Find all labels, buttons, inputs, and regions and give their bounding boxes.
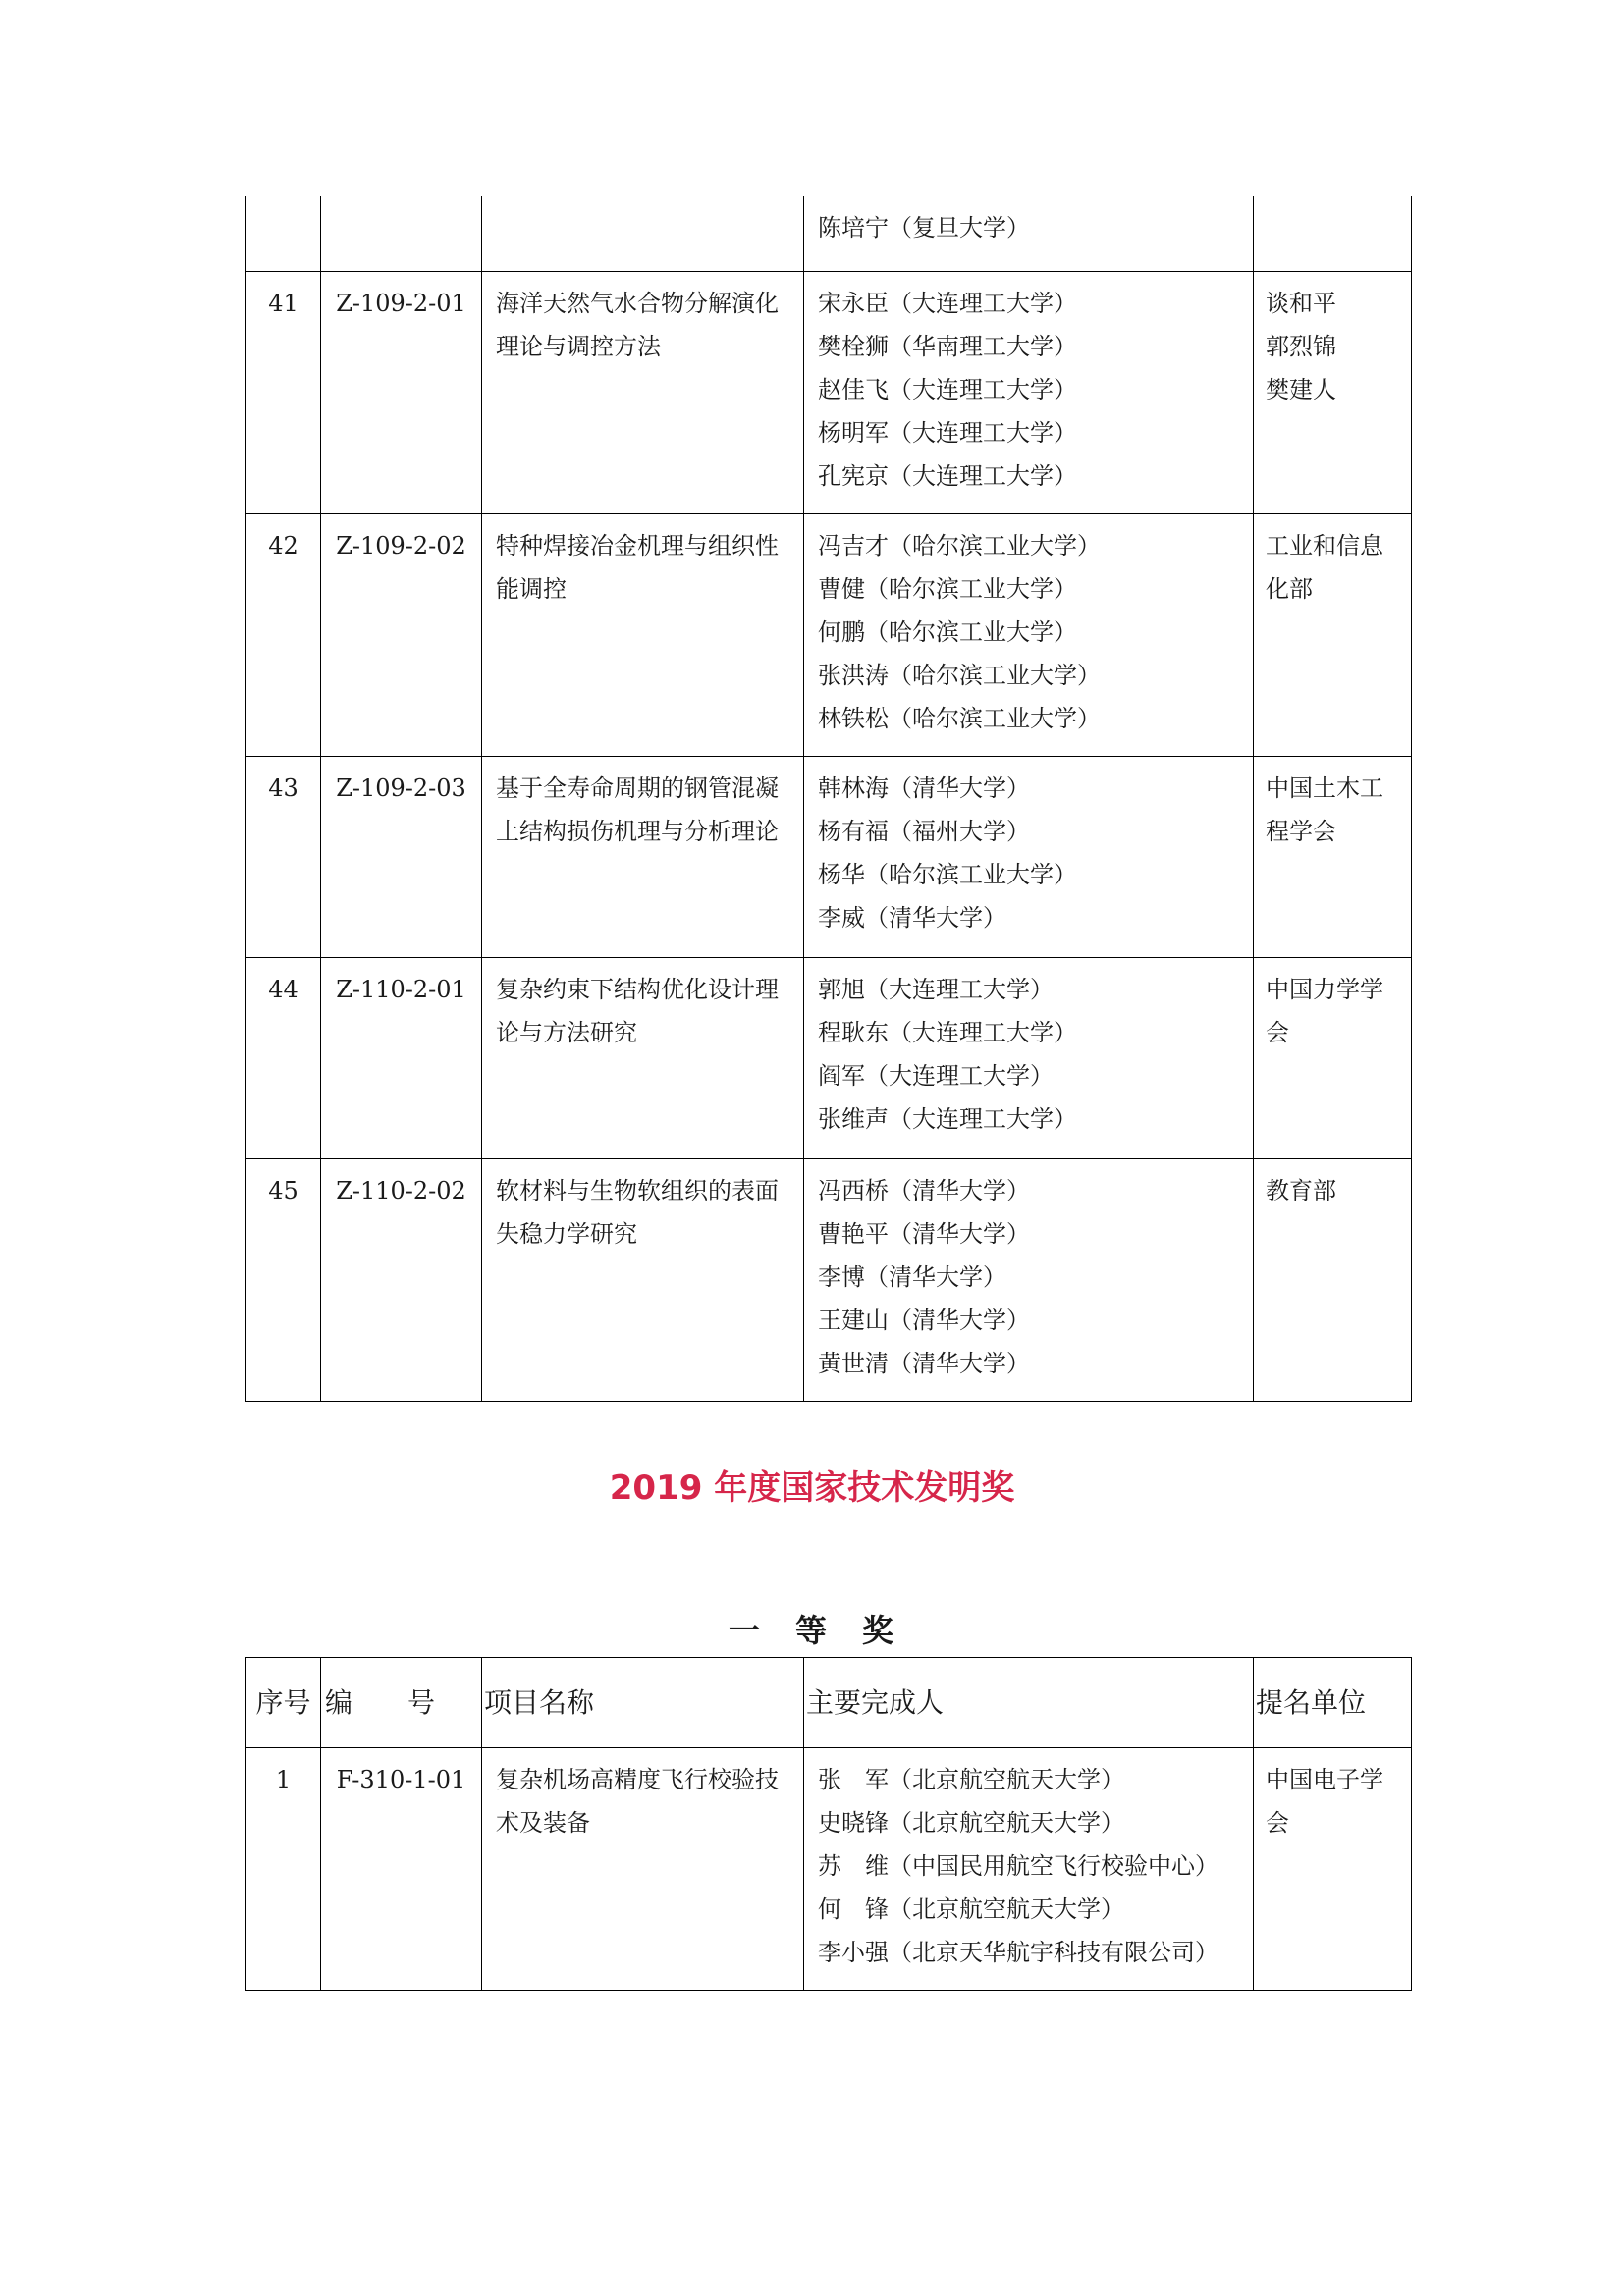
person-line: 苏 维（中国民用航空飞行校验中心）: [818, 1852, 1218, 1880]
row-code: Z-109-2-01: [321, 271, 482, 513]
person-line: 曹健（哈尔滨工业大学）: [818, 574, 1077, 603]
row-number: 42: [246, 513, 321, 756]
person-line: 李博（清华大学）: [818, 1262, 1006, 1291]
table-row: [246, 1748, 1412, 1991]
person-line: 阎军（大连理工大学）: [818, 1061, 1054, 1090]
row-persons: [804, 513, 1254, 756]
first-prize-table-body: [246, 1748, 1412, 1991]
person-line: 张维声（大连理工大学）: [818, 1104, 1077, 1133]
person-line: 杨华（哈尔滨工业大学）: [818, 860, 1077, 888]
row-nominator: [1254, 196, 1412, 271]
person-line: 陈培宁（复旦大学）: [818, 214, 1030, 241]
person-line: 王建山（清华大学）: [818, 1306, 1030, 1334]
table-header-row: [246, 1658, 1412, 1748]
section-title: 2019 年度国家技术发明奖: [609, 1468, 1015, 1508]
row-title: 复杂机场高精度飞行校验技术及装备: [482, 1748, 804, 1991]
row-code: [321, 196, 482, 271]
row-nominator: 中国电子学会: [1254, 1748, 1412, 1991]
person-line: 孔宪京（大连理工大学）: [818, 461, 1077, 490]
table-row: [246, 957, 1412, 1158]
header-no: 序号: [246, 1658, 321, 1748]
person-line: 杨明军（大连理工大学）: [818, 418, 1077, 447]
row-title: 基于全寿命周期的钢管混凝土结构损伤机理与分析理论: [482, 756, 804, 957]
row-number: [246, 196, 321, 271]
header-title: 项目名称: [482, 1658, 804, 1748]
row-persons: [804, 957, 1254, 1158]
person-line: 李小强（北京天华航宇科技有限公司）: [818, 1939, 1218, 1966]
row-code: Z-109-2-02: [321, 513, 482, 756]
row-nominator: 中国土木工程学会: [1254, 756, 1412, 957]
person-line: 冯吉才（哈尔滨工业大学）: [818, 531, 1101, 560]
person-line: 李威（清华大学）: [818, 903, 1006, 932]
table-row: [246, 1158, 1412, 1401]
row-number: 41: [246, 271, 321, 513]
row-nominator: 教育部: [1254, 1158, 1412, 1401]
person-line: 杨有福（福州大学）: [818, 817, 1030, 845]
person-line: 赵佳飞（大连理工大学）: [818, 375, 1077, 403]
person-line: 宋永臣（大连理工大学）: [818, 289, 1077, 317]
row-nominator: 谈和平 郭烈锦 樊建人: [1254, 271, 1412, 513]
table-row: [246, 756, 1412, 957]
table-row: [246, 513, 1412, 756]
row-code: Z-110-2-02: [321, 1158, 482, 1401]
row-persons: [804, 196, 1254, 271]
person-line: 林铁松（哈尔滨工业大学）: [818, 704, 1101, 732]
row-title: [482, 196, 804, 271]
row-number: 45: [246, 1158, 321, 1401]
header-persons: 主要完成人: [804, 1658, 1254, 1748]
row-number: 43: [246, 756, 321, 957]
person-line: 何 锋（北京航空航天大学）: [818, 1896, 1124, 1923]
person-line: 黄世清（清华大学）: [818, 1349, 1030, 1377]
row-number: 1: [246, 1748, 321, 1991]
row-title: 海洋天然气水合物分解演化理论与调控方法: [482, 271, 804, 513]
person-line: 程耿东（大连理工大学）: [818, 1018, 1077, 1046]
first-prize-table: [245, 1657, 1412, 1991]
table-row: [246, 196, 1412, 271]
row-number: 44: [246, 957, 321, 1158]
person-line: 史晓锋（北京航空航天大学）: [818, 1809, 1124, 1837]
person-line: 郭旭（大连理工大学）: [818, 975, 1054, 1003]
person-line: 曹艳平（清华大学）: [818, 1219, 1030, 1248]
row-title: 特种焊接冶金机理与组织性能调控: [482, 513, 804, 756]
person-line: 韩林海（清华大学）: [818, 774, 1030, 802]
person-line: 张洪涛（哈尔滨工业大学）: [818, 661, 1101, 689]
grade-title: 一 等 奖: [728, 1612, 895, 1649]
person-line: 冯西桥（清华大学）: [818, 1176, 1030, 1204]
row-title: 软材料与生物软组织的表面失稳力学研究: [482, 1158, 804, 1401]
awards-table-body: [246, 196, 1412, 1401]
row-persons: [804, 271, 1254, 513]
table-row: [246, 271, 1412, 513]
row-nominator: 中国力学学会: [1254, 957, 1412, 1158]
row-title: 复杂约束下结构优化设计理论与方法研究: [482, 957, 804, 1158]
row-code: F-310-1-01: [321, 1748, 482, 1991]
row-persons: [804, 1158, 1254, 1401]
row-persons: [804, 1748, 1254, 1991]
header-code: 编 号: [321, 1658, 482, 1748]
person-line: 张 军（北京航空航天大学）: [818, 1766, 1124, 1793]
row-code: Z-109-2-03: [321, 756, 482, 957]
person-line: 何鹏（哈尔滨工业大学）: [818, 617, 1077, 646]
row-persons: [804, 756, 1254, 957]
row-nominator: 工业和信息化部: [1254, 513, 1412, 756]
person-line: 樊栓狮（华南理工大学）: [818, 332, 1077, 360]
header-nominator: 提名单位: [1254, 1658, 1412, 1748]
awards-table-continued: [245, 196, 1412, 1402]
row-code: Z-110-2-01: [321, 957, 482, 1158]
